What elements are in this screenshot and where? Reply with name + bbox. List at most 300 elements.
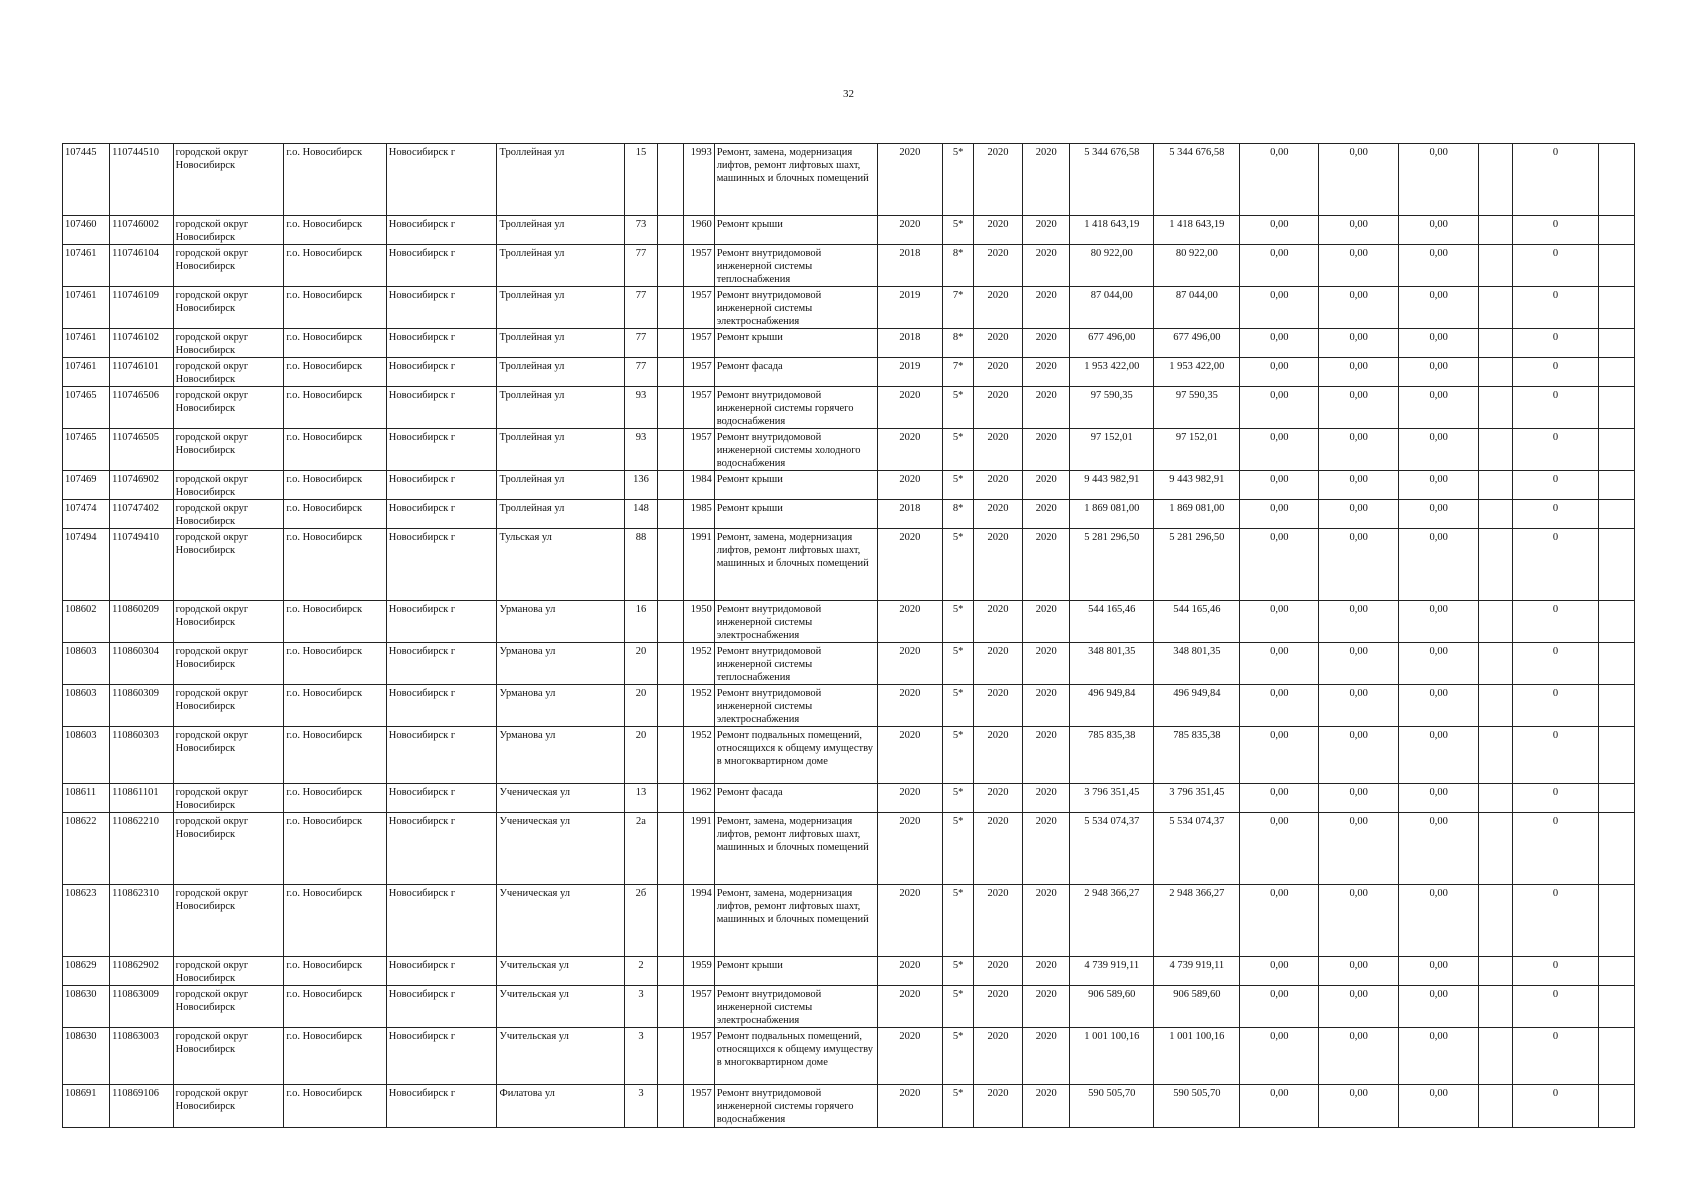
cell-end-year: 2020: [1023, 144, 1070, 216]
cell-federal-funds: 0,00: [1240, 471, 1319, 500]
cell-district: г.о. Новосибирск: [284, 727, 386, 784]
cell-building: [658, 957, 684, 986]
cell-owners-funds: 0: [1512, 144, 1598, 216]
cell-year-built: 1957: [683, 429, 714, 471]
cell-street: Троллейная ул: [497, 287, 624, 329]
cell-municipality: городской округ Новосибирск: [173, 957, 284, 986]
cell-house-id: 108611: [63, 784, 110, 813]
cell-house-number: 88: [624, 529, 658, 601]
cell-district: г.о. Новосибирск: [284, 529, 386, 601]
cell-house-number: 2а: [624, 813, 658, 885]
cell-building: [658, 813, 684, 885]
cell-house-number: 3: [624, 986, 658, 1028]
cell-regional-funds: 0,00: [1319, 601, 1399, 643]
cell-fund-cost: 544 165,46: [1154, 601, 1240, 643]
cell-house-number: 77: [624, 245, 658, 287]
table-row: [63, 986, 1635, 1028]
cell-work-type: Ремонт крыши: [714, 329, 877, 358]
cell-empty-column: [1599, 216, 1635, 245]
cell-total-cost: 677 496,00: [1070, 329, 1154, 358]
cell-district: г.о. Новосибирск: [284, 1028, 386, 1085]
cell-federal-funds: 0,00: [1240, 287, 1319, 329]
cell-street: Троллейная ул: [497, 245, 624, 287]
cell-municipality: городской округ Новосибирск: [173, 216, 284, 245]
cell-total-cost: 906 589,60: [1070, 986, 1154, 1028]
cell-plan-year: 2020: [877, 885, 943, 957]
cell-municipality: городской округ Новосибирск: [173, 245, 284, 287]
cell-district: г.о. Новосибирск: [284, 471, 386, 500]
table-row: [63, 529, 1635, 601]
cell-building: [658, 685, 684, 727]
cell-city: Новосибирск г: [386, 685, 497, 727]
cell-district: г.о. Новосибирск: [284, 387, 386, 429]
cell-object-code: 110861101: [110, 784, 174, 813]
cell-object-code: 110746102: [110, 329, 174, 358]
cell-house-id: 108603: [63, 643, 110, 685]
cell-work-type: Ремонт внутридомовой инженерной системы теплоснабжения: [714, 643, 877, 685]
table-row: [63, 245, 1635, 287]
cell-empty-column: [1599, 387, 1635, 429]
cell-plan-year: 2019: [877, 287, 943, 329]
cell-priority: 5*: [943, 429, 974, 471]
cell-fund-cost: 5 344 676,58: [1154, 144, 1240, 216]
cell-regional-funds: 0,00: [1319, 685, 1399, 727]
cell-start-year: 2020: [973, 471, 1022, 500]
cell-object-code: 110860209: [110, 601, 174, 643]
cell-municipality: городской округ Новосибирск: [173, 601, 284, 643]
cell-owners-funds: 0: [1512, 685, 1598, 727]
cell-empty-column: [1599, 358, 1635, 387]
cell-owners-funds: 0: [1512, 957, 1598, 986]
cell-fund-cost: 590 505,70: [1154, 1085, 1240, 1128]
cell-work-type: Ремонт, замена, модернизация лифтов, ремонт лифтовых шахт, машинных и блочных помещений: [714, 885, 877, 957]
cell-local-funds: 0,00: [1399, 1085, 1479, 1128]
cell-building: [658, 429, 684, 471]
cell-district: г.о. Новосибирск: [284, 957, 386, 986]
cell-object-code: 110863003: [110, 1028, 174, 1085]
cell-local-funds: 0,00: [1399, 885, 1479, 957]
cell-fund-cost: 4 739 919,11: [1154, 957, 1240, 986]
cell-federal-funds: 0,00: [1240, 685, 1319, 727]
cell-regional-funds: 0,00: [1319, 643, 1399, 685]
cell-house-number: 2: [624, 957, 658, 986]
cell-end-year: 2020: [1023, 387, 1070, 429]
cell-house-number: 13: [624, 784, 658, 813]
cell-municipality: городской округ Новосибирск: [173, 643, 284, 685]
cell-regional-funds: 0,00: [1319, 1085, 1399, 1128]
cell-federal-funds: 0,00: [1240, 358, 1319, 387]
cell-total-cost: 1 418 643,19: [1070, 216, 1154, 245]
cell-federal-funds: 0,00: [1240, 329, 1319, 358]
cell-federal-funds: 0,00: [1240, 727, 1319, 784]
cell-local-funds: 0,00: [1399, 387, 1479, 429]
table-row: [63, 685, 1635, 727]
cell-year-built: 1952: [683, 727, 714, 784]
cell-year-built: 1957: [683, 1085, 714, 1128]
cell-extra-column: [1479, 1028, 1513, 1085]
cell-city: Новосибирск г: [386, 245, 497, 287]
cell-priority: 5*: [943, 144, 974, 216]
cell-house-number: 20: [624, 685, 658, 727]
cell-work-type: Ремонт крыши: [714, 216, 877, 245]
cell-end-year: 2020: [1023, 1085, 1070, 1128]
cell-plan-year: 2020: [877, 813, 943, 885]
cell-object-code: 110746002: [110, 216, 174, 245]
cell-extra-column: [1479, 529, 1513, 601]
cell-municipality: городской округ Новосибирск: [173, 529, 284, 601]
cell-plan-year: 2020: [877, 727, 943, 784]
cell-year-built: 1962: [683, 784, 714, 813]
cell-street: Учительская ул: [497, 957, 624, 986]
cell-federal-funds: 0,00: [1240, 529, 1319, 601]
cell-district: г.о. Новосибирск: [284, 216, 386, 245]
cell-local-funds: 0,00: [1399, 986, 1479, 1028]
cell-empty-column: [1599, 500, 1635, 529]
cell-house-number: 2б: [624, 885, 658, 957]
cell-house-id: 107494: [63, 529, 110, 601]
cell-federal-funds: 0,00: [1240, 885, 1319, 957]
cell-priority: 5*: [943, 529, 974, 601]
cell-total-cost: 4 739 919,11: [1070, 957, 1154, 986]
cell-district: г.о. Новосибирск: [284, 784, 386, 813]
cell-year-built: 1991: [683, 813, 714, 885]
cell-start-year: 2020: [973, 358, 1022, 387]
cell-street: Учительская ул: [497, 1028, 624, 1085]
cell-building: [658, 500, 684, 529]
cell-house-number: 3: [624, 1028, 658, 1085]
cell-start-year: 2020: [973, 727, 1022, 784]
cell-local-funds: 0,00: [1399, 471, 1479, 500]
cell-house-id: 107460: [63, 216, 110, 245]
cell-empty-column: [1599, 813, 1635, 885]
cell-regional-funds: 0,00: [1319, 144, 1399, 216]
cell-fund-cost: 9 443 982,91: [1154, 471, 1240, 500]
cell-house-id: 107461: [63, 329, 110, 358]
cell-city: Новосибирск г: [386, 784, 497, 813]
cell-work-type: Ремонт крыши: [714, 471, 877, 500]
table-row: [63, 216, 1635, 245]
cell-municipality: городской округ Новосибирск: [173, 727, 284, 784]
cell-regional-funds: 0,00: [1319, 529, 1399, 601]
cell-plan-year: 2020: [877, 685, 943, 727]
cell-street: Троллейная ул: [497, 144, 624, 216]
cell-year-built: 1952: [683, 685, 714, 727]
cell-house-number: 77: [624, 358, 658, 387]
cell-extra-column: [1479, 813, 1513, 885]
cell-extra-column: [1479, 471, 1513, 500]
cell-local-funds: 0,00: [1399, 957, 1479, 986]
cell-total-cost: 590 505,70: [1070, 1085, 1154, 1128]
cell-city: Новосибирск г: [386, 727, 497, 784]
cell-plan-year: 2020: [877, 1028, 943, 1085]
cell-object-code: 110862310: [110, 885, 174, 957]
cell-plan-year: 2020: [877, 144, 943, 216]
cell-building: [658, 471, 684, 500]
table-row: [63, 500, 1635, 529]
cell-extra-column: [1479, 287, 1513, 329]
cell-empty-column: [1599, 1028, 1635, 1085]
cell-owners-funds: 0: [1512, 500, 1598, 529]
cell-district: г.о. Новосибирск: [284, 643, 386, 685]
cell-empty-column: [1599, 1085, 1635, 1128]
cell-house-id: 108629: [63, 957, 110, 986]
cell-house-number: 16: [624, 601, 658, 643]
cell-regional-funds: 0,00: [1319, 727, 1399, 784]
cell-start-year: 2020: [973, 784, 1022, 813]
cell-empty-column: [1599, 429, 1635, 471]
cell-empty-column: [1599, 685, 1635, 727]
table-row: [63, 358, 1635, 387]
cell-street: Учительская ул: [497, 986, 624, 1028]
cell-house-id: 107469: [63, 471, 110, 500]
cell-year-built: 1993: [683, 144, 714, 216]
cell-extra-column: [1479, 601, 1513, 643]
cell-owners-funds: 0: [1512, 329, 1598, 358]
cell-local-funds: 0,00: [1399, 685, 1479, 727]
cell-owners-funds: 0: [1512, 287, 1598, 329]
cell-start-year: 2020: [973, 957, 1022, 986]
cell-building: [658, 216, 684, 245]
cell-year-built: 1957: [683, 287, 714, 329]
cell-regional-funds: 0,00: [1319, 1028, 1399, 1085]
cell-federal-funds: 0,00: [1240, 387, 1319, 429]
cell-street: Урманова ул: [497, 643, 624, 685]
cell-start-year: 2020: [973, 429, 1022, 471]
cell-fund-cost: 5 281 296,50: [1154, 529, 1240, 601]
cell-plan-year: 2020: [877, 529, 943, 601]
cell-empty-column: [1599, 471, 1635, 500]
cell-local-funds: 0,00: [1399, 784, 1479, 813]
cell-regional-funds: 0,00: [1319, 358, 1399, 387]
cell-house-number: 20: [624, 643, 658, 685]
cell-owners-funds: 0: [1512, 601, 1598, 643]
cell-extra-column: [1479, 429, 1513, 471]
cell-fund-cost: 677 496,00: [1154, 329, 1240, 358]
cell-extra-column: [1479, 727, 1513, 784]
cell-house-id: 108630: [63, 986, 110, 1028]
cell-house-id: 107461: [63, 245, 110, 287]
cell-owners-funds: 0: [1512, 1085, 1598, 1128]
cell-building: [658, 986, 684, 1028]
cell-total-cost: 785 835,38: [1070, 727, 1154, 784]
cell-local-funds: 0,00: [1399, 529, 1479, 601]
cell-regional-funds: 0,00: [1319, 471, 1399, 500]
cell-fund-cost: 348 801,35: [1154, 643, 1240, 685]
cell-federal-funds: 0,00: [1240, 601, 1319, 643]
cell-house-id: 108623: [63, 885, 110, 957]
cell-start-year: 2020: [973, 287, 1022, 329]
cell-object-code: 110860304: [110, 643, 174, 685]
cell-priority: 7*: [943, 358, 974, 387]
cell-start-year: 2020: [973, 387, 1022, 429]
cell-owners-funds: 0: [1512, 643, 1598, 685]
cell-priority: 5*: [943, 813, 974, 885]
cell-local-funds: 0,00: [1399, 643, 1479, 685]
cell-city: Новосибирск г: [386, 216, 497, 245]
cell-street: Троллейная ул: [497, 500, 624, 529]
cell-end-year: 2020: [1023, 685, 1070, 727]
cell-year-built: 1952: [683, 643, 714, 685]
cell-owners-funds: 0: [1512, 471, 1598, 500]
cell-owners-funds: 0: [1512, 387, 1598, 429]
cell-district: г.о. Новосибирск: [284, 1085, 386, 1128]
cell-regional-funds: 0,00: [1319, 287, 1399, 329]
cell-end-year: 2020: [1023, 429, 1070, 471]
cell-city: Новосибирск г: [386, 529, 497, 601]
cell-start-year: 2020: [973, 813, 1022, 885]
cell-fund-cost: 87 044,00: [1154, 287, 1240, 329]
cell-house-id: 107465: [63, 387, 110, 429]
cell-start-year: 2020: [973, 144, 1022, 216]
cell-house-id: 107461: [63, 358, 110, 387]
cell-work-type: Ремонт внутридомовой инженерной системы электроснабжения: [714, 685, 877, 727]
cell-house-number: 93: [624, 429, 658, 471]
cell-owners-funds: 0: [1512, 784, 1598, 813]
table-row: [63, 643, 1635, 685]
cell-fund-cost: 906 589,60: [1154, 986, 1240, 1028]
cell-end-year: 2020: [1023, 727, 1070, 784]
cell-work-type: Ремонт, замена, модернизация лифтов, ремонт лифтовых шахт, машинных и блочных помещений: [714, 813, 877, 885]
cell-local-funds: 0,00: [1399, 813, 1479, 885]
cell-house-number: 148: [624, 500, 658, 529]
cell-street: Ученическая ул: [497, 784, 624, 813]
cell-municipality: городской округ Новосибирск: [173, 1085, 284, 1128]
cell-street: Троллейная ул: [497, 329, 624, 358]
cell-extra-column: [1479, 957, 1513, 986]
cell-object-code: 110746109: [110, 287, 174, 329]
cell-empty-column: [1599, 245, 1635, 287]
cell-extra-column: [1479, 784, 1513, 813]
cell-federal-funds: 0,00: [1240, 813, 1319, 885]
cell-fund-cost: 785 835,38: [1154, 727, 1240, 784]
cell-building: [658, 1085, 684, 1128]
cell-city: Новосибирск г: [386, 429, 497, 471]
cell-local-funds: 0,00: [1399, 601, 1479, 643]
cell-building: [658, 287, 684, 329]
cell-house-id: 108622: [63, 813, 110, 885]
cell-priority: 5*: [943, 957, 974, 986]
cell-start-year: 2020: [973, 986, 1022, 1028]
cell-owners-funds: 0: [1512, 727, 1598, 784]
cell-local-funds: 0,00: [1399, 727, 1479, 784]
cell-year-built: 1957: [683, 245, 714, 287]
cell-district: г.о. Новосибирск: [284, 329, 386, 358]
cell-street: Троллейная ул: [497, 387, 624, 429]
cell-extra-column: [1479, 144, 1513, 216]
cell-federal-funds: 0,00: [1240, 986, 1319, 1028]
cell-owners-funds: 0: [1512, 358, 1598, 387]
cell-object-code: 110744510: [110, 144, 174, 216]
cell-district: г.о. Новосибирск: [284, 685, 386, 727]
cell-fund-cost: 97 152,01: [1154, 429, 1240, 471]
cell-district: г.о. Новосибирск: [284, 245, 386, 287]
cell-street: Троллейная ул: [497, 429, 624, 471]
cell-priority: 8*: [943, 245, 974, 287]
cell-end-year: 2020: [1023, 643, 1070, 685]
cell-work-type: Ремонт фасада: [714, 358, 877, 387]
cell-plan-year: 2018: [877, 329, 943, 358]
cell-federal-funds: 0,00: [1240, 784, 1319, 813]
cell-regional-funds: 0,00: [1319, 784, 1399, 813]
cell-local-funds: 0,00: [1399, 329, 1479, 358]
cell-plan-year: 2020: [877, 387, 943, 429]
cell-owners-funds: 0: [1512, 529, 1598, 601]
cell-municipality: городской округ Новосибирск: [173, 885, 284, 957]
cell-end-year: 2020: [1023, 601, 1070, 643]
cell-end-year: 2020: [1023, 813, 1070, 885]
cell-plan-year: 2020: [877, 601, 943, 643]
cell-year-built: 1959: [683, 957, 714, 986]
cell-federal-funds: 0,00: [1240, 1085, 1319, 1128]
cell-work-type: Ремонт подвальных помещений, относящихся к общему имуществу в многоквартирном доме: [714, 1028, 877, 1085]
cell-city: Новосибирск г: [386, 1085, 497, 1128]
cell-extra-column: [1479, 500, 1513, 529]
cell-house-number: 136: [624, 471, 658, 500]
cell-house-id: 107445: [63, 144, 110, 216]
cell-year-built: 1957: [683, 986, 714, 1028]
cell-municipality: городской округ Новосибирск: [173, 471, 284, 500]
cell-municipality: городской округ Новосибирск: [173, 429, 284, 471]
cell-house-number: 20: [624, 727, 658, 784]
cell-city: Новосибирск г: [386, 813, 497, 885]
cell-local-funds: 0,00: [1399, 144, 1479, 216]
cell-federal-funds: 0,00: [1240, 1028, 1319, 1085]
cell-end-year: 2020: [1023, 245, 1070, 287]
cell-priority: 5*: [943, 387, 974, 429]
cell-empty-column: [1599, 329, 1635, 358]
cell-object-code: 110746902: [110, 471, 174, 500]
cell-fund-cost: 1 001 100,16: [1154, 1028, 1240, 1085]
cell-municipality: городской округ Новосибирск: [173, 287, 284, 329]
cell-city: Новосибирск г: [386, 387, 497, 429]
cell-plan-year: 2019: [877, 358, 943, 387]
cell-object-code: 110746104: [110, 245, 174, 287]
cell-owners-funds: 0: [1512, 813, 1598, 885]
cell-work-type: Ремонт подвальных помещений, относящихся к общему имуществу в многоквартирном доме: [714, 727, 877, 784]
page-number: 32: [843, 88, 854, 100]
cell-priority: 5*: [943, 727, 974, 784]
cell-total-cost: 1 953 422,00: [1070, 358, 1154, 387]
cell-start-year: 2020: [973, 643, 1022, 685]
cell-end-year: 2020: [1023, 287, 1070, 329]
cell-priority: 5*: [943, 885, 974, 957]
cell-street: Ученическая ул: [497, 885, 624, 957]
cell-municipality: городской округ Новосибирск: [173, 685, 284, 727]
cell-year-built: 1991: [683, 529, 714, 601]
cell-municipality: городской округ Новосибирск: [173, 986, 284, 1028]
cell-work-type: Ремонт фасада: [714, 784, 877, 813]
cell-city: Новосибирск г: [386, 601, 497, 643]
cell-municipality: городской округ Новосибирск: [173, 500, 284, 529]
cell-fund-cost: 1 953 422,00: [1154, 358, 1240, 387]
table-row: [63, 287, 1635, 329]
cell-house-id: 107474: [63, 500, 110, 529]
cell-work-type: Ремонт внутридомовой инженерной системы электроснабжения: [714, 287, 877, 329]
cell-city: Новосибирск г: [386, 643, 497, 685]
cell-plan-year: 2020: [877, 643, 943, 685]
cell-plan-year: 2020: [877, 784, 943, 813]
cell-object-code: 110862210: [110, 813, 174, 885]
cell-municipality: городской округ Новосибирск: [173, 1028, 284, 1085]
cell-priority: 5*: [943, 643, 974, 685]
cell-street: Троллейная ул: [497, 358, 624, 387]
cell-priority: 5*: [943, 1028, 974, 1085]
cell-end-year: 2020: [1023, 358, 1070, 387]
cell-owners-funds: 0: [1512, 986, 1598, 1028]
cell-object-code: 110746506: [110, 387, 174, 429]
cell-federal-funds: 0,00: [1240, 245, 1319, 287]
cell-priority: 5*: [943, 216, 974, 245]
